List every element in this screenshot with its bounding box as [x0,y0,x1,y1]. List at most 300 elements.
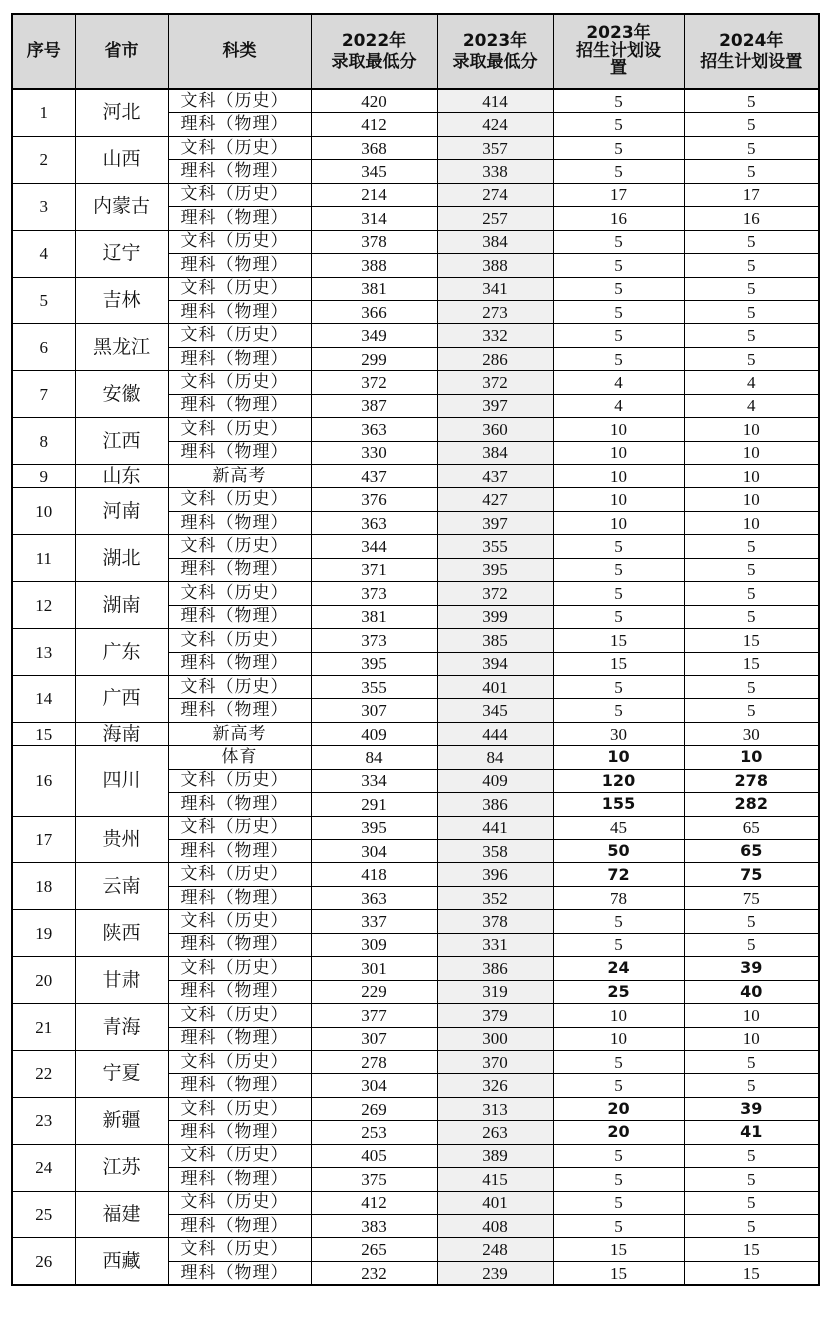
category-cell: 理科（物理） [168,394,311,417]
min-score-2022-cell: 304 [311,840,437,863]
plan-2023-cell: 50 [553,840,684,863]
plan-2024-cell: 15 [684,652,819,675]
min-score-2023-cell: 370 [437,1050,553,1073]
min-score-2022-cell: 395 [311,652,437,675]
plan-2023-cell: 24 [553,957,684,980]
category-cell: 理科（物理） [168,113,311,136]
category-cell: 新高考 [168,465,311,488]
min-score-2022-cell: 395 [311,816,437,839]
plan-2023-cell: 15 [553,1261,684,1285]
serial-cell: 13 [12,629,75,676]
min-score-2022-cell: 345 [311,160,437,183]
category-cell: 文科（历史） [168,1050,311,1073]
category-cell: 理科（物理） [168,1074,311,1097]
plan-2024-cell: 5 [684,136,819,159]
min-score-2023-cell: 415 [437,1168,553,1191]
category-cell: 体育 [168,746,311,769]
min-score-2022-cell: 84 [311,746,437,769]
plan-2023-cell: 5 [553,254,684,277]
min-score-2023-cell: 401 [437,1191,553,1214]
province-cell: 内蒙古 [75,183,168,230]
plan-2023-cell: 15 [553,1238,684,1261]
min-score-2023-cell: 408 [437,1215,553,1238]
province-cell: 宁夏 [75,1050,168,1097]
plan-2024-cell: 41 [684,1121,819,1144]
table-row [12,1191,819,1214]
plan-2024-cell: 10 [684,465,819,488]
province-cell: 新疆 [75,1097,168,1144]
category-cell: 文科（历史） [168,488,311,511]
plan-2023-cell: 10 [553,465,684,488]
province-cell: 黑龙江 [75,324,168,371]
serial-cell: 9 [12,465,75,488]
min-score-2023-cell: 358 [437,840,553,863]
plan-2024-cell: 15 [684,629,819,652]
plan-2024-cell: 17 [684,183,819,206]
table-row [12,277,819,300]
plan-2023-cell: 5 [553,910,684,933]
category-cell: 理科（物理） [168,605,311,628]
min-score-2023-cell: 444 [437,722,553,745]
serial-cell: 2 [12,136,75,183]
category-cell: 文科（历史） [168,1004,311,1027]
plan-2024-cell: 10 [684,1027,819,1050]
plan-2024-cell: 5 [684,160,819,183]
category-cell: 理科（物理） [168,1121,311,1144]
category-cell: 文科（历史） [168,89,311,113]
min-score-2023-cell: 300 [437,1027,553,1050]
min-score-2023-cell: 273 [437,300,553,323]
header-plan-2024: 2024年 招生计划设置 [684,14,819,89]
serial-cell: 11 [12,535,75,582]
min-score-2023-cell: 386 [437,793,553,816]
serial-cell: 15 [12,722,75,745]
table-row [12,863,819,886]
min-score-2022-cell: 412 [311,1191,437,1214]
serial-cell: 26 [12,1238,75,1285]
min-score-2022-cell: 412 [311,113,437,136]
min-score-2023-cell: 313 [437,1097,553,1120]
table-row [12,136,819,159]
min-score-2022-cell: 253 [311,1121,437,1144]
min-score-2023-cell: 331 [437,933,553,956]
plan-2023-cell: 5 [553,1144,684,1167]
plan-2024-cell: 5 [684,277,819,300]
table-row [12,582,819,605]
min-score-2022-cell: 301 [311,957,437,980]
province-cell: 甘肃 [75,957,168,1004]
min-score-2022-cell: 265 [311,1238,437,1261]
min-score-2023-cell: 396 [437,863,553,886]
plan-2023-cell: 5 [553,89,684,113]
min-score-2023-cell: 345 [437,699,553,722]
plan-2024-cell: 5 [684,582,819,605]
table-row [12,488,819,511]
plan-2023-cell: 10 [553,511,684,534]
header-plan-2023: 2023年 招生计划设 置 [553,14,684,89]
serial-cell: 23 [12,1097,75,1144]
min-score-2023-cell: 360 [437,418,553,441]
plan-2023-cell: 45 [553,816,684,839]
serial-cell: 19 [12,910,75,957]
min-score-2023-cell: 341 [437,277,553,300]
category-cell: 文科（历史） [168,1144,311,1167]
min-score-2023-cell: 424 [437,113,553,136]
min-score-2023-cell: 372 [437,371,553,394]
plan-2023-cell: 5 [553,277,684,300]
min-score-2022-cell: 366 [311,300,437,323]
category-cell: 文科（历史） [168,371,311,394]
plan-2023-cell: 10 [553,1027,684,1050]
table-row [12,957,819,980]
category-cell: 理科（物理） [168,254,311,277]
plan-2023-cell: 5 [553,1215,684,1238]
category-cell: 理科（物理） [168,347,311,370]
serial-cell: 4 [12,230,75,277]
serial-cell: 20 [12,957,75,1004]
table-row [12,1238,819,1261]
province-cell: 广西 [75,675,168,722]
plan-2024-cell: 40 [684,980,819,1003]
serial-cell: 17 [12,816,75,863]
serial-cell: 14 [12,675,75,722]
plan-2023-cell: 5 [553,1074,684,1097]
min-score-2022-cell: 269 [311,1097,437,1120]
category-cell: 文科（历史） [168,535,311,558]
min-score-2023-cell: 379 [437,1004,553,1027]
table-row [12,183,819,206]
plan-2023-cell: 10 [553,488,684,511]
table-row [12,1004,819,1027]
plan-2024-cell: 5 [684,535,819,558]
table-row [12,324,819,347]
plan-2024-cell: 5 [684,1050,819,1073]
province-cell: 青海 [75,1004,168,1051]
plan-2023-cell: 5 [553,113,684,136]
table-row [12,746,819,769]
min-score-2022-cell: 373 [311,629,437,652]
min-score-2023-cell: 372 [437,582,553,605]
min-score-2022-cell: 355 [311,675,437,698]
plan-2023-cell: 16 [553,207,684,230]
plan-2023-cell: 78 [553,886,684,909]
min-score-2022-cell: 381 [311,605,437,628]
category-cell: 文科（历史） [168,1097,311,1120]
plan-2024-cell: 4 [684,371,819,394]
category-cell: 新高考 [168,722,311,745]
plan-2023-cell: 10 [553,441,684,464]
min-score-2023-cell: 248 [437,1238,553,1261]
category-cell: 文科（历史） [168,816,311,839]
plan-2024-cell: 75 [684,863,819,886]
serial-cell: 5 [12,277,75,324]
min-score-2022-cell: 388 [311,254,437,277]
plan-2024-cell: 65 [684,840,819,863]
header-category: 科类 [168,14,311,89]
province-cell: 山西 [75,136,168,183]
plan-2024-cell: 30 [684,722,819,745]
min-score-2023-cell: 399 [437,605,553,628]
plan-2024-cell: 5 [684,699,819,722]
category-cell: 理科（物理） [168,1027,311,1050]
serial-cell: 18 [12,863,75,910]
header-province: 省市 [75,14,168,89]
plan-2024-cell: 15 [684,1238,819,1261]
header-serial: 序号 [12,14,75,89]
province-cell: 安徽 [75,371,168,418]
min-score-2022-cell: 307 [311,699,437,722]
plan-2023-cell: 10 [553,746,684,769]
min-score-2022-cell: 418 [311,863,437,886]
category-cell: 文科（历史） [168,582,311,605]
min-score-2022-cell: 368 [311,136,437,159]
plan-2023-cell: 5 [553,675,684,698]
serial-cell: 10 [12,488,75,535]
table-body [12,89,819,1285]
category-cell: 文科（历史） [168,418,311,441]
province-cell: 四川 [75,746,168,816]
min-score-2023-cell: 384 [437,230,553,253]
plan-2023-cell: 155 [553,793,684,816]
min-score-2022-cell: 229 [311,980,437,1003]
min-score-2023-cell: 386 [437,957,553,980]
min-score-2022-cell: 372 [311,371,437,394]
plan-2023-cell: 25 [553,980,684,1003]
min-score-2023-cell: 388 [437,254,553,277]
table-row [12,465,819,488]
table-row [12,1097,819,1120]
category-cell: 文科（历史） [168,136,311,159]
plan-2023-cell: 10 [553,418,684,441]
min-score-2022-cell: 383 [311,1215,437,1238]
min-score-2022-cell: 344 [311,535,437,558]
table-row [12,816,819,839]
plan-2023-cell: 5 [553,1050,684,1073]
serial-cell: 3 [12,183,75,230]
category-cell: 理科（物理） [168,300,311,323]
category-cell: 文科（历史） [168,1191,311,1214]
province-cell: 湖南 [75,582,168,629]
category-cell: 理科（物理） [168,207,311,230]
serial-cell: 8 [12,418,75,465]
province-cell: 河北 [75,89,168,136]
plan-2023-cell: 5 [553,582,684,605]
plan-2023-cell: 10 [553,1004,684,1027]
category-cell: 文科（历史） [168,769,311,792]
plan-2023-cell: 72 [553,863,684,886]
min-score-2022-cell: 232 [311,1261,437,1285]
category-cell: 理科（物理） [168,558,311,581]
table-row [12,1144,819,1167]
plan-2024-cell: 10 [684,441,819,464]
min-score-2023-cell: 414 [437,89,553,113]
category-cell: 理科（物理） [168,699,311,722]
plan-2023-cell: 30 [553,722,684,745]
min-score-2023-cell: 397 [437,394,553,417]
category-cell: 理科（物理） [168,840,311,863]
plan-2023-cell: 5 [553,300,684,323]
plan-2023-cell: 4 [553,371,684,394]
plan-2024-cell: 10 [684,746,819,769]
plan-2024-cell: 5 [684,113,819,136]
table-row [12,629,819,652]
plan-2023-cell: 5 [553,1168,684,1191]
min-score-2023-cell: 389 [437,1144,553,1167]
category-cell: 文科（历史） [168,183,311,206]
table-header [12,14,819,89]
min-score-2022-cell: 363 [311,511,437,534]
plan-2024-cell: 65 [684,816,819,839]
category-cell: 理科（物理） [168,933,311,956]
plan-2024-cell: 5 [684,1074,819,1097]
admission-table [11,13,820,1286]
province-cell: 陕西 [75,910,168,957]
min-score-2022-cell: 378 [311,230,437,253]
min-score-2023-cell: 378 [437,910,553,933]
min-score-2022-cell: 420 [311,89,437,113]
min-score-2023-cell: 239 [437,1261,553,1285]
table-row [12,675,819,698]
min-score-2023-cell: 257 [437,207,553,230]
plan-2024-cell: 10 [684,1004,819,1027]
plan-2024-cell: 5 [684,933,819,956]
plan-2024-cell: 5 [684,1191,819,1214]
min-score-2022-cell: 330 [311,441,437,464]
plan-2024-cell: 5 [684,1168,819,1191]
province-cell: 福建 [75,1191,168,1238]
plan-2023-cell: 5 [553,933,684,956]
min-score-2023-cell: 332 [437,324,553,347]
plan-2024-cell: 5 [684,300,819,323]
plan-2024-cell: 10 [684,511,819,534]
plan-2023-cell: 20 [553,1097,684,1120]
plan-2024-cell: 5 [684,1215,819,1238]
plan-2023-cell: 5 [553,535,684,558]
category-cell: 文科（历史） [168,230,311,253]
plan-2023-cell: 5 [553,136,684,159]
plan-2024-cell: 75 [684,886,819,909]
plan-2023-cell: 5 [553,699,684,722]
min-score-2023-cell: 395 [437,558,553,581]
min-score-2022-cell: 309 [311,933,437,956]
category-cell: 理科（物理） [168,1215,311,1238]
min-score-2023-cell: 437 [437,465,553,488]
plan-2024-cell: 5 [684,230,819,253]
serial-cell: 12 [12,582,75,629]
plan-2023-cell: 17 [553,183,684,206]
province-cell: 贵州 [75,816,168,863]
plan-2023-cell: 5 [553,230,684,253]
plan-2024-cell: 278 [684,769,819,792]
table-row [12,722,819,745]
serial-cell: 25 [12,1191,75,1238]
min-score-2022-cell: 387 [311,394,437,417]
table-row [12,535,819,558]
category-cell: 文科（历史） [168,957,311,980]
min-score-2023-cell: 352 [437,886,553,909]
province-cell: 海南 [75,722,168,745]
min-score-2022-cell: 405 [311,1144,437,1167]
plan-2024-cell: 10 [684,418,819,441]
plan-2024-cell: 5 [684,254,819,277]
serial-cell: 6 [12,324,75,371]
province-cell: 吉林 [75,277,168,324]
plan-2024-cell: 15 [684,1261,819,1285]
min-score-2022-cell: 409 [311,722,437,745]
serial-cell: 22 [12,1050,75,1097]
category-cell: 理科（物理） [168,886,311,909]
table-row [12,371,819,394]
min-score-2023-cell: 274 [437,183,553,206]
min-score-2022-cell: 363 [311,418,437,441]
category-cell: 理科（物理） [168,441,311,464]
plan-2024-cell: 5 [684,558,819,581]
plan-2024-cell: 10 [684,488,819,511]
min-score-2023-cell: 338 [437,160,553,183]
plan-2024-cell: 5 [684,910,819,933]
min-score-2023-cell: 384 [437,441,553,464]
min-score-2022-cell: 437 [311,465,437,488]
province-cell: 广东 [75,629,168,676]
plan-2023-cell: 5 [553,1191,684,1214]
category-cell: 文科（历史） [168,324,311,347]
min-score-2022-cell: 291 [311,793,437,816]
min-score-2023-cell: 385 [437,629,553,652]
min-score-2022-cell: 373 [311,582,437,605]
category-cell: 文科（历史） [168,863,311,886]
min-score-2022-cell: 337 [311,910,437,933]
serial-cell: 16 [12,746,75,816]
province-cell: 河南 [75,488,168,535]
min-score-2023-cell: 401 [437,675,553,698]
category-cell: 理科（物理） [168,160,311,183]
min-score-2022-cell: 363 [311,886,437,909]
plan-2024-cell: 5 [684,675,819,698]
plan-2024-cell: 16 [684,207,819,230]
header-row [12,14,819,89]
plan-2024-cell: 282 [684,793,819,816]
plan-2024-cell: 5 [684,1144,819,1167]
category-cell: 文科（历史） [168,277,311,300]
plan-2023-cell: 15 [553,652,684,675]
min-score-2022-cell: 304 [311,1074,437,1097]
plan-2024-cell: 5 [684,324,819,347]
header-min-score-2023: 2023年 录取最低分 [437,14,553,89]
plan-2023-cell: 5 [553,160,684,183]
province-cell: 江苏 [75,1144,168,1191]
serial-cell: 24 [12,1144,75,1191]
province-cell: 辽宁 [75,230,168,277]
min-score-2022-cell: 377 [311,1004,437,1027]
min-score-2022-cell: 314 [311,207,437,230]
min-score-2022-cell: 349 [311,324,437,347]
min-score-2022-cell: 376 [311,488,437,511]
min-score-2023-cell: 409 [437,769,553,792]
serial-cell: 1 [12,89,75,136]
plan-2023-cell: 5 [553,558,684,581]
min-score-2022-cell: 371 [311,558,437,581]
min-score-2022-cell: 334 [311,769,437,792]
min-score-2022-cell: 214 [311,183,437,206]
min-score-2022-cell: 381 [311,277,437,300]
category-cell: 理科（物理） [168,1168,311,1191]
province-cell: 山东 [75,465,168,488]
plan-2024-cell: 4 [684,394,819,417]
plan-2024-cell: 5 [684,605,819,628]
min-score-2023-cell: 397 [437,511,553,534]
table-row [12,1050,819,1073]
plan-2024-cell: 5 [684,89,819,113]
